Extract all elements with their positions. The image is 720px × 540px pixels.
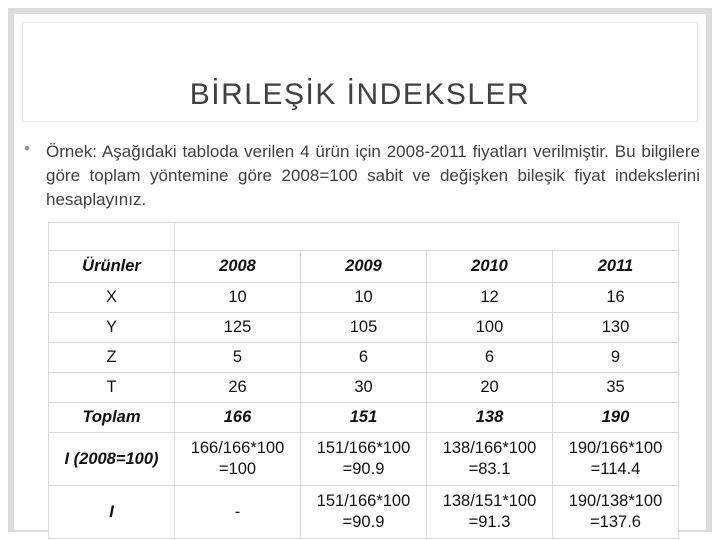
table-header-row [49, 251, 679, 283]
table-cell: X [49, 283, 175, 313]
index-formula: 138/166*100 [442, 439, 537, 457]
column-header-2010: 2010 [427, 251, 553, 283]
column-header-2009: 2009 [301, 251, 427, 283]
column-header-2011: 2011 [553, 251, 679, 283]
table-row [49, 283, 679, 313]
table-cell: 26 [175, 373, 301, 403]
title-box [22, 22, 698, 122]
index-cell [175, 486, 301, 539]
fixed-index-label: I (2008=100) [49, 433, 175, 486]
table-group-header-row [49, 223, 679, 251]
index-result: =137.6 [590, 513, 641, 531]
index-formula: 151/166*100 [316, 439, 411, 457]
table-cell: T [49, 373, 175, 403]
total-label: Toplam [49, 403, 175, 433]
table-cell: 6 [427, 343, 553, 373]
chain-index-row [49, 486, 679, 539]
slide-title: BİRLEŞİK İNDEKSLER [189, 78, 531, 111]
index-cell [553, 486, 679, 539]
price-table [48, 222, 679, 539]
index-formula: 190/138*100 [568, 492, 663, 510]
index-cell [427, 486, 553, 539]
table-header-empty-cell [49, 223, 175, 251]
table-cell: 12 [427, 283, 553, 313]
table-total-row [49, 403, 679, 433]
index-formula: 151/166*100 [316, 492, 411, 510]
table-row [49, 373, 679, 403]
table-cell: 6 [301, 343, 427, 373]
index-result: =91.3 [468, 513, 511, 531]
total-cell: 166 [175, 403, 301, 433]
table-cell: 10 [175, 283, 301, 313]
table-cell: 10 [301, 283, 427, 313]
table-cell: 9 [553, 343, 679, 373]
total-cell: 151 [301, 403, 427, 433]
years-header: Yıllar [175, 223, 679, 251]
table-cell: 105 [301, 313, 427, 343]
column-header-2008: 2008 [175, 251, 301, 283]
index-result: =100 [218, 460, 257, 478]
index-result: =90.9 [342, 513, 385, 531]
table-cell: 20 [427, 373, 553, 403]
index-formula: - [234, 502, 241, 521]
bullet-icon: • [24, 139, 30, 158]
table-cell: Y [49, 313, 175, 343]
table-cell: 100 [427, 313, 553, 343]
table-cell: 130 [553, 313, 679, 343]
table-row [49, 313, 679, 343]
index-result: =90.9 [342, 460, 385, 478]
index-cell [301, 433, 427, 486]
total-cell: 138 [427, 403, 553, 433]
total-cell: 190 [553, 403, 679, 433]
table-cell: Z [49, 343, 175, 373]
index-cell [301, 486, 427, 539]
table-cell: 5 [175, 343, 301, 373]
table-cell: 30 [301, 373, 427, 403]
index-formula: 138/151*100 [442, 492, 537, 510]
chain-index-label: I [49, 486, 175, 539]
index-result: =114.4 [590, 460, 641, 478]
index-result: =83.1 [468, 460, 511, 478]
table-row [49, 343, 679, 373]
fixed-index-row [49, 433, 679, 486]
bullet-text: Örnek: Aşağıdaki tabloda verilen 4 ürün için 2008-2011 fiyatları verilmiştir. Bu bilgilere göre toplam yöntemine göre 2008=100 sabit ve değişken bileşik fiyat indekslerini hesaplayınız. [46, 142, 700, 209]
index-cell [175, 433, 301, 486]
index-formula: 166/166*100 [190, 439, 285, 457]
table-cell: 125 [175, 313, 301, 343]
index-formula: 190/166*100 [568, 439, 663, 457]
index-cell [553, 433, 679, 486]
table-cell: 35 [553, 373, 679, 403]
table-cell: 16 [553, 283, 679, 313]
index-cell [427, 433, 553, 486]
column-header-products: Ürünler [49, 251, 175, 283]
